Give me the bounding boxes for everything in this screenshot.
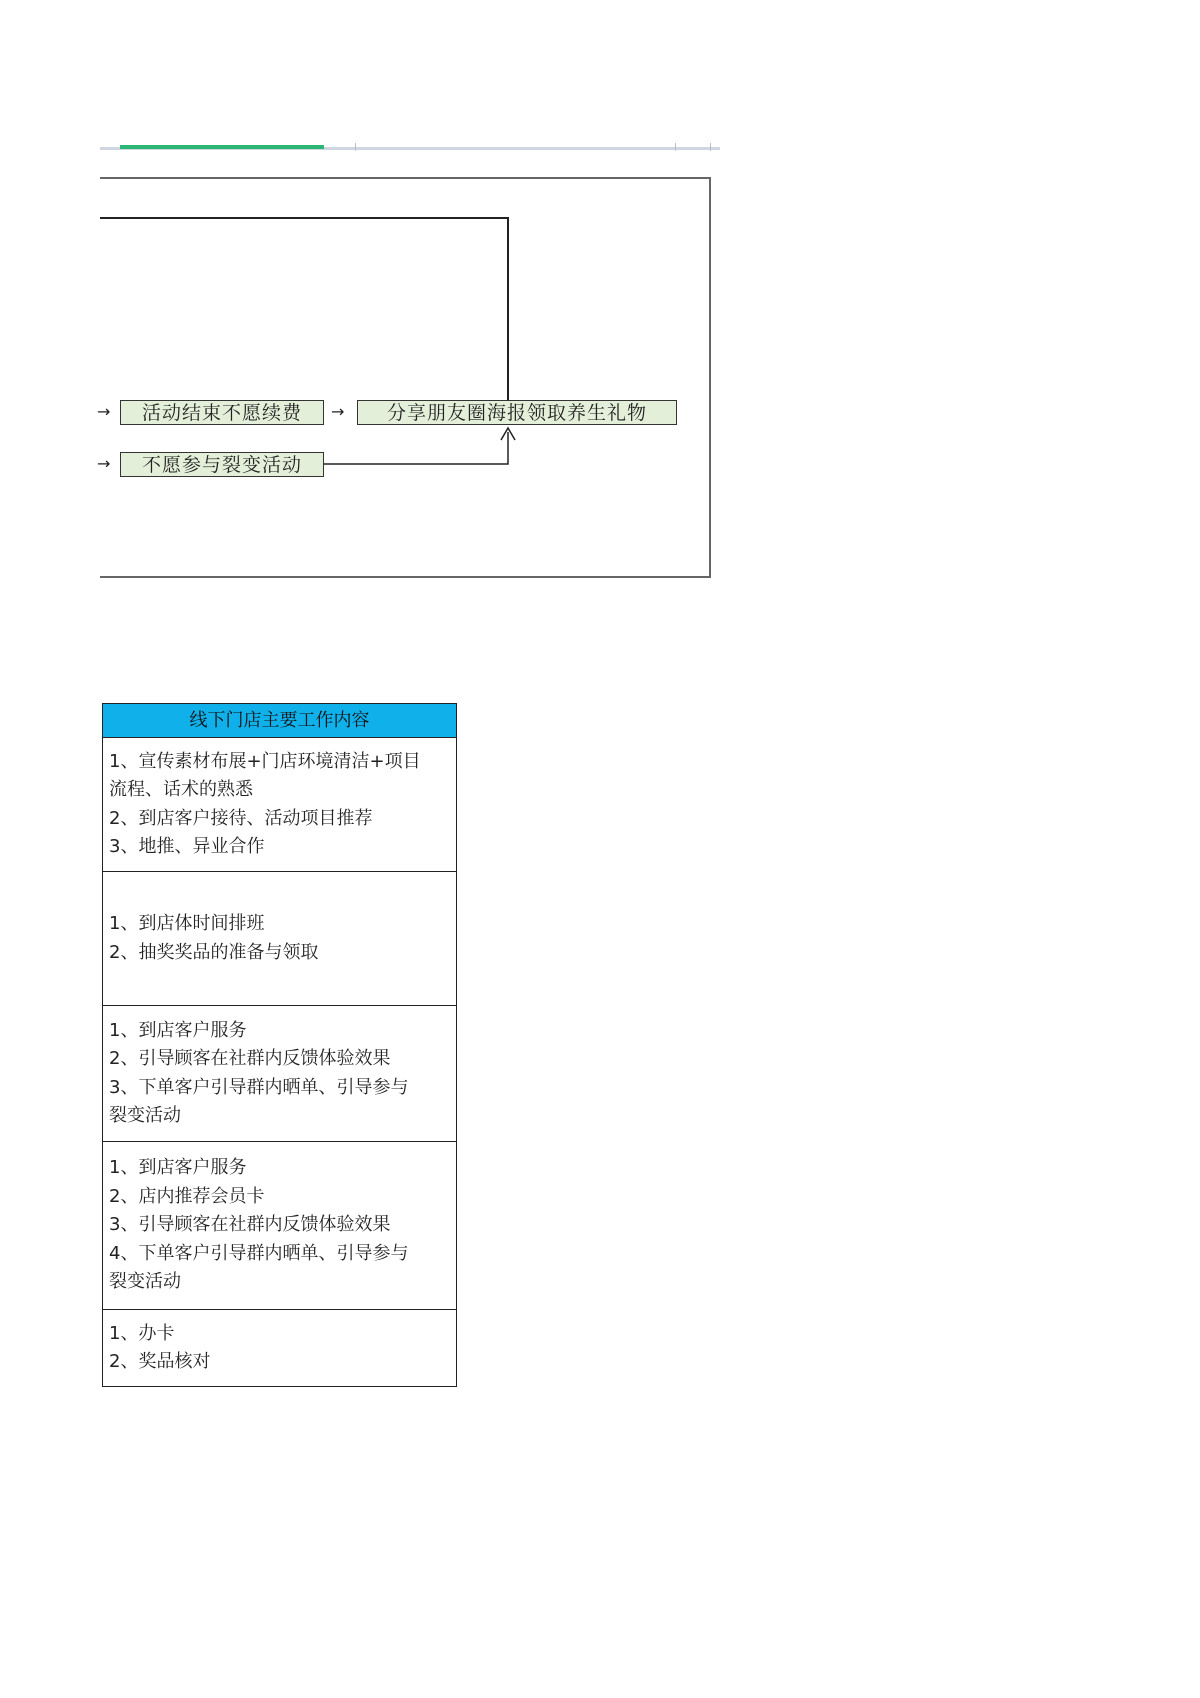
arrow-icon: → [97, 402, 111, 421]
row-line: 3、地推、异业合作 [109, 836, 265, 857]
row-line: 2、引导顾客在社群内反馈体验效果 [109, 1048, 391, 1069]
row-line: 1、到店体时间排班 [109, 913, 265, 934]
table-row [103, 738, 456, 872]
row-line: 裂变活动 [109, 1105, 181, 1126]
work-content-table [102, 703, 457, 1387]
row-line: 1、到店客户服务 [109, 1019, 247, 1041]
flow-box-no-renewal: 活动结束不愿续费 [120, 400, 324, 425]
table-header: 线下门店主要工作内容 [103, 704, 456, 738]
row-line: 1、到店客户服务 [109, 1157, 247, 1179]
row-line: 1、办卡 [109, 1322, 175, 1344]
flowchart-connectors [0, 0, 1200, 700]
row-line: 4、下单客户引导群内晒单、引导参与 [109, 1242, 409, 1264]
table-row [103, 872, 456, 1006]
row-line: 2、抽奖奖品的准备与领取 [109, 941, 319, 963]
table-row [103, 1006, 456, 1142]
flow-box-share-poster: 分享朋友圈海报领取养生礼物 [357, 400, 677, 425]
row-line: 流程、话术的熟悉 [109, 779, 253, 800]
row-line: 2、店内推荐会员卡 [109, 1185, 265, 1207]
feedback-connector [100, 218, 508, 400]
arrow-icon: → [97, 454, 111, 473]
row-line: 裂变活动 [109, 1271, 181, 1293]
row-line: 2、奖品核对 [109, 1351, 211, 1372]
row-line: 3、引导顾客在社群内反馈体验效果 [109, 1214, 391, 1236]
flow-box-no-fission: 不愿参与裂变活动 [120, 452, 324, 477]
table-row [103, 1310, 456, 1386]
row-line: 2、到店客户接待、活动项目推荐 [109, 807, 373, 829]
row-line: 1、宣传素材布展+门店环境清洁+项目 [109, 750, 421, 772]
row-line: 3、下单客户引导群内晒单、引导参与 [109, 1076, 409, 1098]
table-row [103, 1142, 456, 1310]
refuse-connector [324, 432, 508, 464]
arrow-icon: → [331, 402, 345, 421]
